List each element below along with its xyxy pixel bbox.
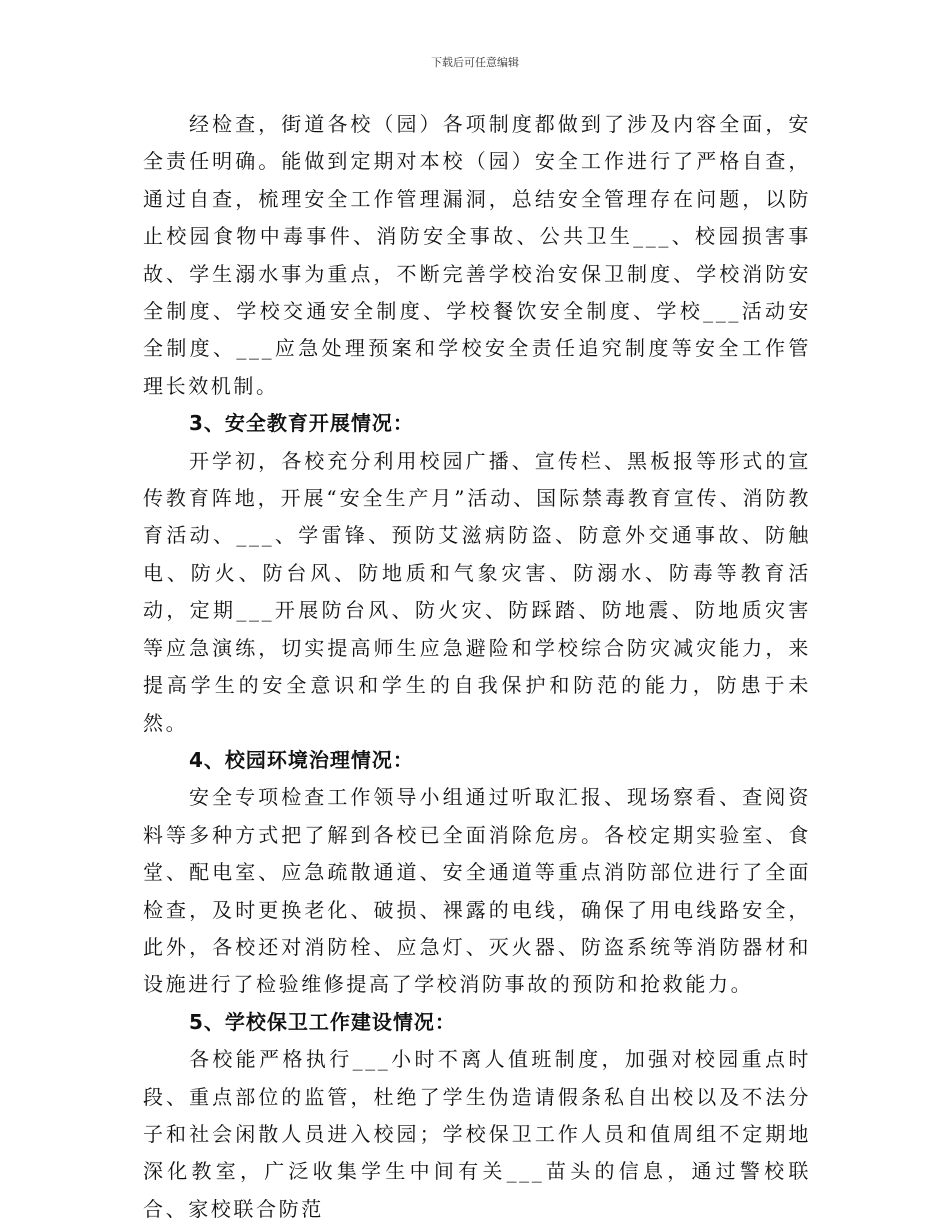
section-5-paragraph: 各校能严格执行___小时不离人值班制度，加强对校园重点时段、重点部位的监管，杜绝了学生伪造请假条私自出校以及不法分子和社会闲散人员进入校园；学校保卫工作人员和值周组不定期地深化教室，广泛收集学生中间有关___苗头的信息，通过警校联合、家校联合防范 xyxy=(143,1047,811,1221)
intro-paragraph: 经检查，街道各校（园）各项制度都做到了涉及内容全面，安全责任明确。能做到定期对本校（园）安全工作进行了严格自查，通过自查，梳理安全工作管理漏洞，总结安全管理存在问题，以防止校园食物中毒事件、消防安全事故、公共卫生___、校园损害事故、学生溺水事为重点，不断完善学校治安保卫制度、学校消防安全制度、学校交通安全制度、学校餐饮安全制度、学校___活动安全制度、___应急处理预案和学校安全责任追究制度等安全工作管理长效机制。 xyxy=(143,112,811,398)
section-3-heading: 3、安全教育开展情况： xyxy=(189,411,414,436)
page-header: 下载后可任意编辑 xyxy=(431,56,519,69)
section-5-heading: 5、学校保卫工作建设情况： xyxy=(189,1009,456,1034)
section-4-paragraph: 安全专项检查工作领导小组通过听取汇报、现场察看、查阅资料等多种方式把了解到各校已全面消除危房。各校定期实验室、食堂、配电室、应急疏散通道、安全通道等重点消防部位进行了全面检查，及时更换老化、破损、裸露的电线，确保了用电线路安全，此外，各校还对消防栓、应急灯、灭火器、防盗系统等消防器材和设施进行了检验维修提高了学校消防事故的预防和抢救能力。 xyxy=(143,785,811,997)
section-3-paragraph: 开学初，各校充分利用校园广播、宣传栏、黑板报等形式的宣传教育阵地，开展“安全生产月”活动、国际禁毒教育宣传、消防教育活动、___、学雷锋、预防艾滋病防盗、防意外交通事故、防触电、防火、防台风、防地质和气象灾害、防溺水、防毒等教育活动，定期___开展防台风、防火灾、防踩踏、防地震、防地质灾害等应急演练，切实提高师生应急避险和学校综合防灾减灾能力，来提高学生的安全意识和学生的自我保护和防范的能力，防患于未然。 xyxy=(143,448,811,735)
section-4-heading: 4、校园环境治理情况： xyxy=(189,747,414,772)
document-body xyxy=(143,106,811,1228)
